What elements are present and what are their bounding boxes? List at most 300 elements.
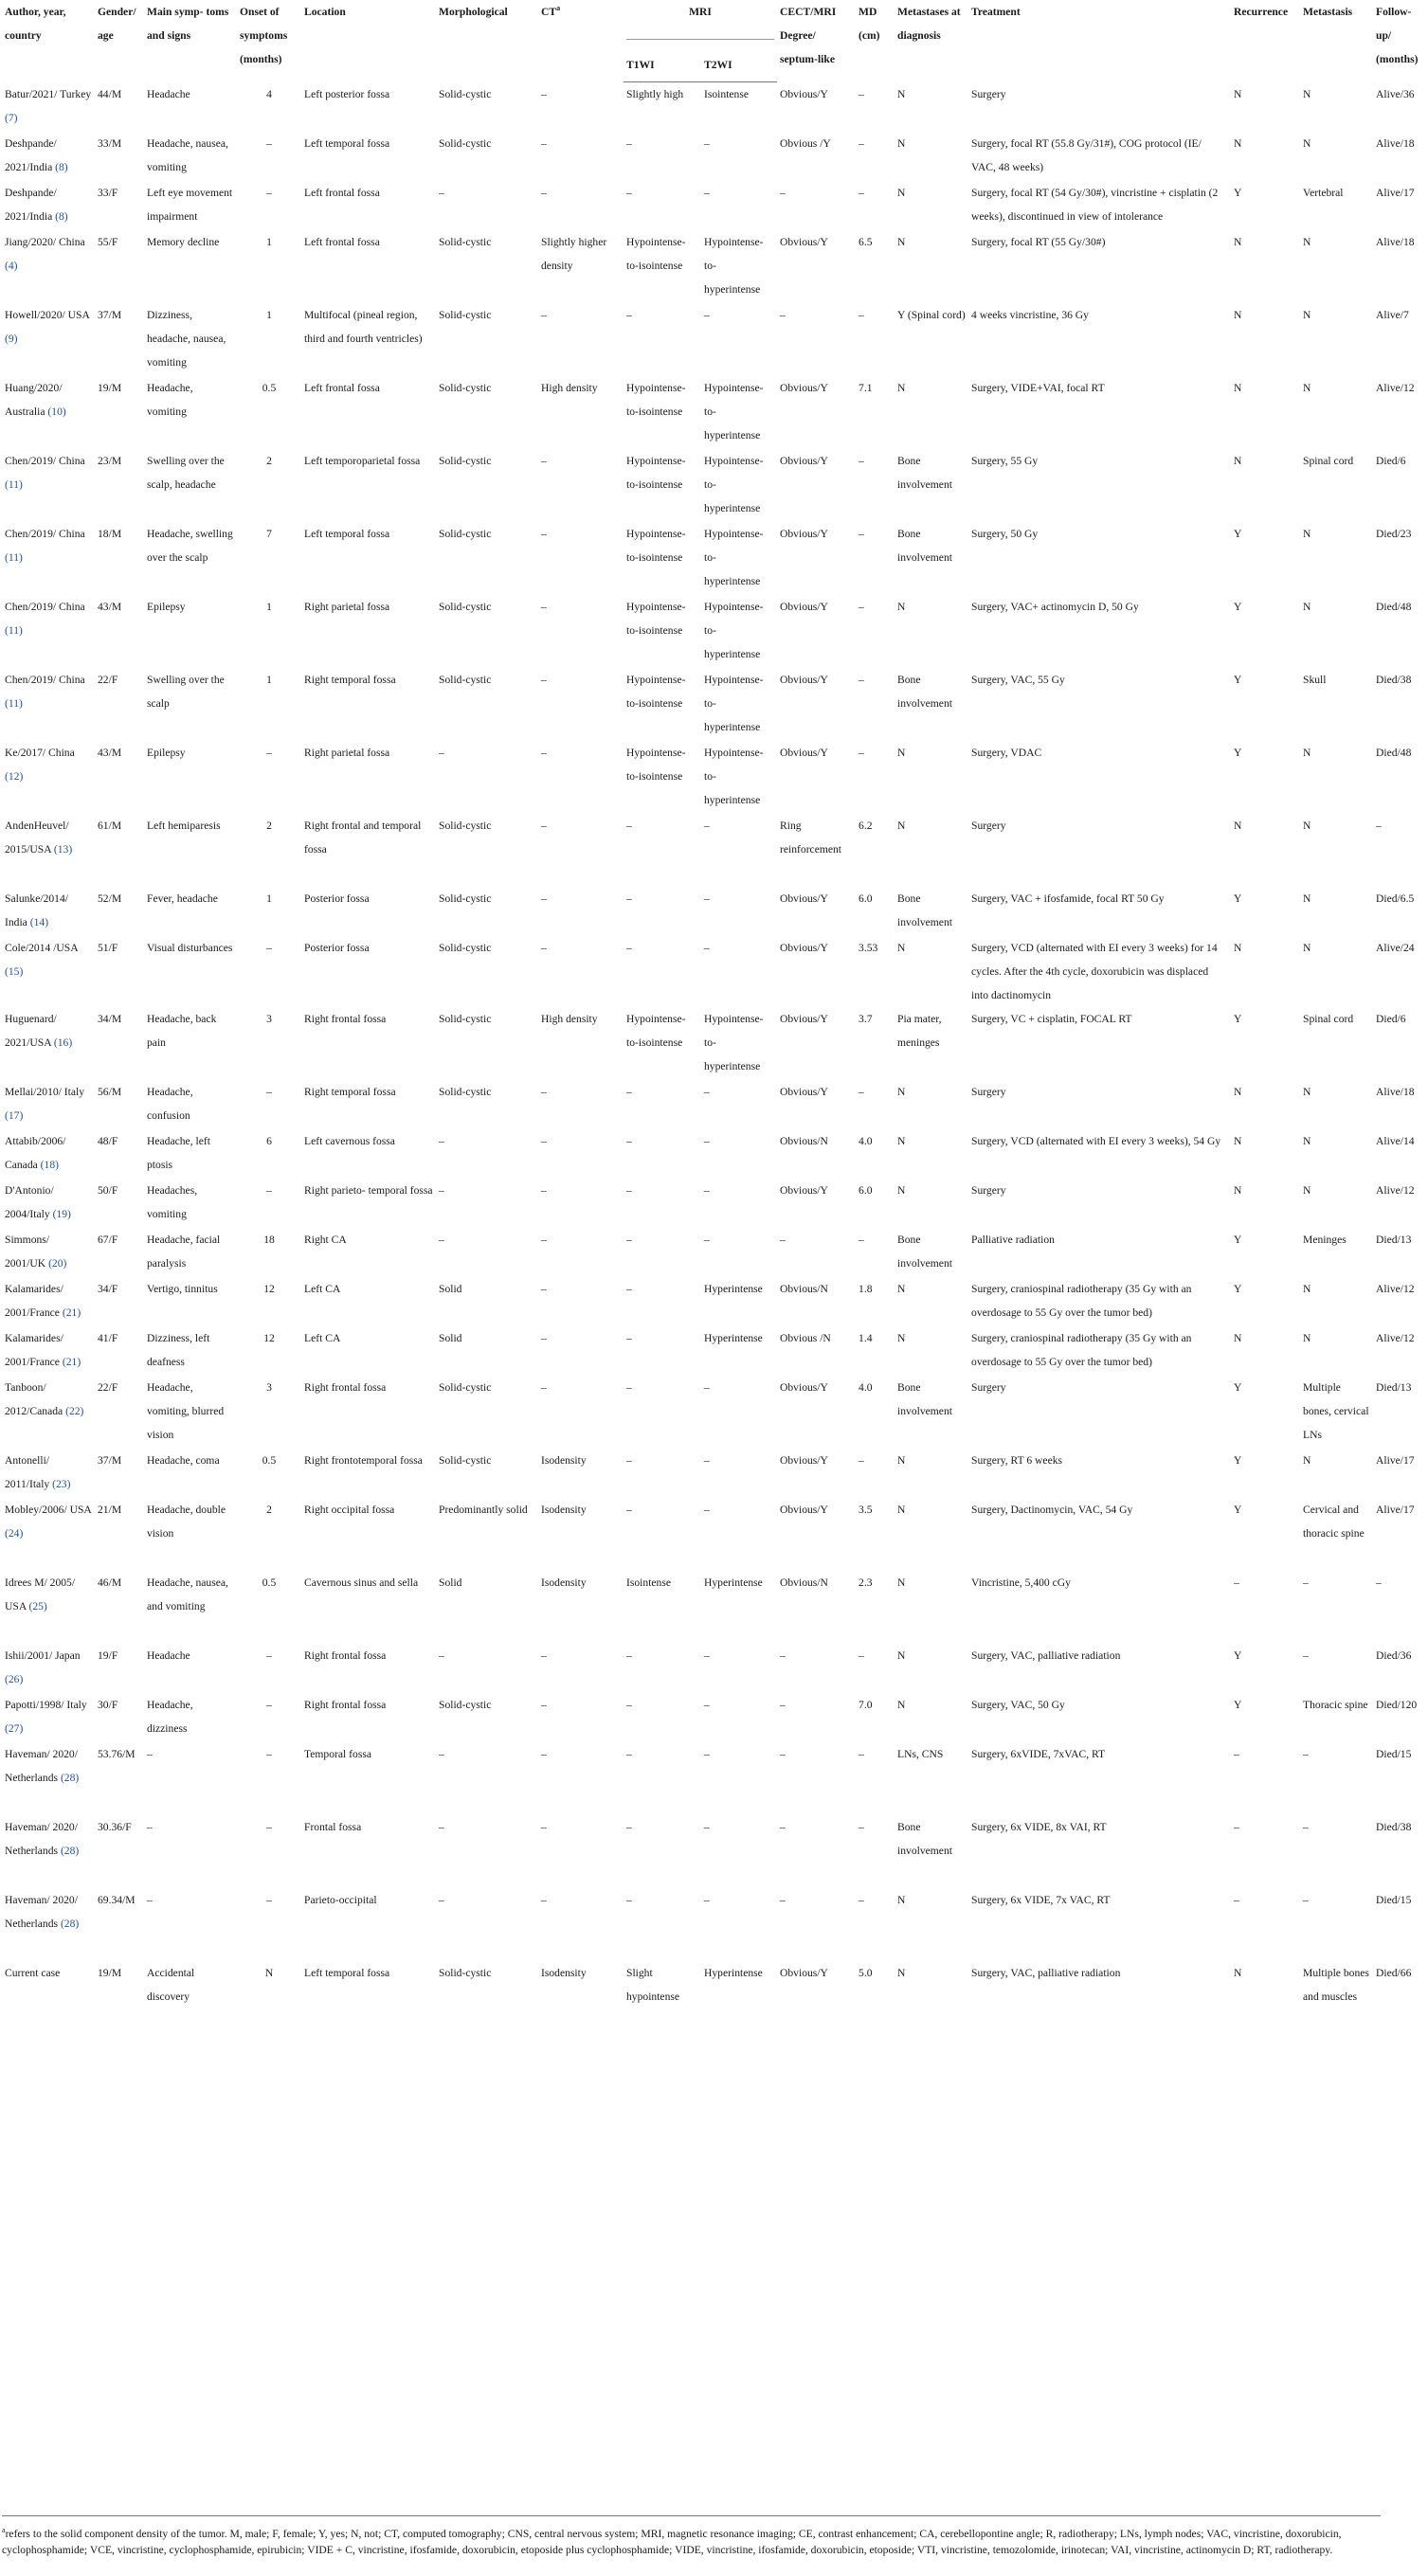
cell-onset: –: [266, 1893, 272, 1906]
cell-gender-age: 46/M: [98, 1576, 122, 1589]
author-text: Howell/2020/ USA: [5, 308, 90, 321]
cell-t1wi: –: [626, 1380, 632, 1394]
cell-morphological: Solid-cystic: [439, 941, 492, 954]
table-row: [2, 595, 1428, 668]
cell-morphological: Solid-cystic: [439, 892, 492, 905]
cell-metastases: N: [897, 87, 906, 100]
author-text: Tanboon/ 2012/Canada: [5, 1380, 63, 1417]
reference-link[interactable]: (19): [52, 1207, 71, 1220]
cell-symptoms: Visual disturbances: [147, 941, 233, 954]
cell-recurrence: –: [1234, 1747, 1239, 1760]
cell-recurrence: Y: [1234, 1233, 1242, 1246]
cell-followup: Died/38: [1376, 673, 1412, 686]
cell-cect: –: [780, 1233, 786, 1246]
cell-recurrence: N: [1234, 235, 1242, 248]
cell-morphological: Solid-cystic: [439, 527, 492, 540]
reference-link[interactable]: (25): [28, 1599, 47, 1612]
author-text: Salunke/2014/ India: [5, 892, 68, 928]
cell-morphological: Solid-cystic: [439, 454, 492, 467]
cell-ct: –: [541, 1183, 547, 1197]
cell-t2wi: –: [704, 1453, 710, 1467]
reference-link[interactable]: (15): [5, 964, 24, 978]
author-text: Chen/2019/ China: [5, 673, 85, 686]
cell-metastasis: Multiple bones, cervical LNs: [1303, 1380, 1369, 1441]
col-t2wi: T2WI: [701, 49, 777, 82]
cell-md: 1.4: [859, 1331, 873, 1344]
cell-ct: High density: [541, 1012, 598, 1025]
table-row: [2, 1326, 1428, 1376]
reference-link[interactable]: (7): [5, 111, 18, 124]
cell-onset: 3: [266, 1012, 272, 1025]
reference-link[interactable]: (10): [47, 405, 66, 418]
col-metastasis: Metastasis: [1303, 6, 1353, 18]
cell-location: Right frontal fossa: [304, 1012, 387, 1025]
cell-cect: Obvious/N: [780, 1282, 828, 1295]
cell-recurrence: Y: [1234, 1380, 1242, 1394]
reference-link[interactable]: (11): [5, 696, 23, 710]
cell-ct: –: [541, 1331, 547, 1344]
table-row: [2, 376, 1428, 449]
ct-label: CT: [541, 6, 557, 18]
reference-link[interactable]: (20): [48, 1256, 67, 1270]
cell-symptoms: –: [147, 1747, 153, 1760]
cell-treatment: Surgery, 6x VIDE, 8x VAI, RT: [971, 1820, 1107, 1833]
table-row: [2, 1815, 1428, 1888]
cell-gender-age: 22/F: [98, 673, 118, 686]
cell-ct: –: [541, 1698, 547, 1711]
cell-gender-age: 33/M: [98, 136, 122, 150]
cell-t1wi: Hypointense- to-isointense: [626, 746, 686, 783]
cell-metastases: Bone involvement: [897, 1820, 952, 1857]
table-row: [2, 82, 1428, 132]
cell-location: Right frontal and temporal fossa: [304, 819, 422, 856]
cell-treatment: Surgery, 6xVIDE, 7xVAC, RT: [971, 1747, 1106, 1760]
cell-metastasis: Thoracic spine: [1303, 1698, 1368, 1711]
cell-metastases: N: [897, 600, 906, 613]
cell-treatment: Surgery, VAC, palliative radiation: [971, 1966, 1121, 1979]
cell-md: –: [859, 186, 864, 199]
table-row: [2, 1228, 1428, 1277]
cell-author: [2, 1693, 95, 1742]
cell-recurrence: Y: [1234, 1282, 1242, 1295]
cell-t2wi: –: [704, 941, 710, 954]
cell-md: –: [859, 673, 864, 686]
cell-gender-age: 22/F: [98, 1380, 118, 1394]
cell-followup: Alive/14: [1376, 1134, 1415, 1147]
cell-t1wi: –: [626, 892, 632, 905]
cell-cect: Obvious/Y: [780, 454, 828, 467]
cell-metastasis: N: [1303, 819, 1311, 832]
reference-link[interactable]: (11): [5, 623, 23, 637]
cell-metastases: Pia mater, meninges: [897, 1012, 942, 1049]
cell-morphological: Solid-cystic: [439, 308, 492, 321]
cell-recurrence: N: [1234, 1134, 1242, 1147]
cell-author: [2, 1277, 95, 1326]
cell-t2wi: –: [704, 1233, 710, 1246]
cell-author: [2, 1571, 95, 1644]
cell-metastasis: N: [1303, 892, 1311, 905]
cell-treatment: Surgery, VDAC: [971, 746, 1042, 759]
cell-cect: Obvious/Y: [780, 1183, 828, 1197]
cell-location: Left frontal fossa: [304, 381, 380, 394]
cell-metastases: Bone involvement: [897, 1380, 952, 1417]
cell-treatment: Surgery, VAC + ifosfamide, focal RT 50 Gy: [971, 892, 1165, 905]
cell-author: [2, 1815, 95, 1888]
cell-onset: 1: [266, 673, 272, 686]
cell-metastases: N: [897, 381, 906, 394]
cell-cect: –: [780, 186, 786, 199]
cell-recurrence: N: [1234, 87, 1242, 100]
cell-metastasis: Skull: [1303, 673, 1327, 686]
cell-author: [2, 1080, 95, 1129]
cell-md: 4.0: [859, 1380, 873, 1394]
cell-recurrence: N: [1234, 941, 1242, 954]
cell-metastases: N: [897, 941, 906, 954]
reference-link[interactable]: (11): [5, 550, 23, 564]
cell-recurrence: –: [1234, 1893, 1239, 1906]
cell-cect: –: [780, 1893, 786, 1906]
cell-morphological: Solid-cystic: [439, 1085, 492, 1098]
cell-t2wi: Hyperintense: [704, 1331, 763, 1344]
cell-recurrence: N: [1234, 1183, 1242, 1197]
reference-link[interactable]: (28): [60, 1844, 80, 1857]
cell-location: Right occipital fossa: [304, 1503, 395, 1516]
reference-link[interactable]: (22): [65, 1404, 84, 1417]
reference-link[interactable]: (24): [5, 1526, 24, 1540]
reference-link[interactable]: (4): [5, 259, 18, 272]
cell-md: 6.0: [859, 892, 873, 905]
cell-t2wi: Hypointense- to- hyperintense: [704, 381, 764, 441]
cell-author: [2, 1007, 95, 1080]
cell-morphological: –: [439, 746, 444, 759]
cell-recurrence: Y: [1234, 186, 1242, 199]
cell-recurrence: N: [1234, 454, 1242, 467]
table-row: [2, 181, 1428, 230]
cell-metastasis: N: [1303, 1282, 1311, 1295]
author-text: Simmons/ 2001/UK: [5, 1233, 50, 1270]
cell-symptoms: Left eye movement impairment: [147, 186, 233, 223]
reference-link[interactable]: (13): [53, 842, 73, 856]
cell-location: Left CA: [304, 1331, 341, 1344]
cell-ct: Isodensity: [541, 1453, 587, 1467]
reference-link[interactable]: (17): [5, 1108, 24, 1122]
cell-treatment: Surgery, focal RT (55 Gy/30#): [971, 235, 1106, 248]
cell-t1wi: Isointense: [626, 1576, 672, 1589]
cell-recurrence: Y: [1234, 1012, 1242, 1025]
cell-t2wi: Hypointense- to- hyperintense: [704, 1012, 764, 1072]
cell-t1wi: –: [626, 1648, 632, 1662]
cell-recurrence: N: [1234, 819, 1242, 832]
cell-author: [2, 82, 95, 132]
cell-cect: Obvious /Y: [780, 136, 831, 150]
cell-ct: –: [541, 136, 547, 150]
cell-ct: –: [541, 1282, 547, 1295]
cell-symptoms: Vertigo, tinnitus: [147, 1282, 218, 1295]
reference-link[interactable]: (26): [5, 1672, 24, 1685]
cell-followup: Alive/17: [1376, 1453, 1415, 1467]
cell-location: Left temporoparietal fossa: [304, 454, 421, 467]
cell-metastases: N: [897, 1966, 906, 1979]
cell-morphological: Solid: [439, 1331, 462, 1344]
cell-t1wi: Hypointense- to-isointense: [626, 600, 686, 637]
cell-ct: –: [541, 527, 547, 540]
cell-metastases: Bone involvement: [897, 454, 952, 491]
reference-link[interactable]: (8): [55, 209, 68, 223]
cell-gender-age: 55/F: [98, 235, 118, 248]
cell-symptoms: Headache, facial paralysis: [147, 1233, 221, 1270]
table-row: [2, 1376, 1428, 1449]
cell-onset: 2: [266, 1503, 272, 1516]
cell-location: Right temporal fossa: [304, 1085, 396, 1098]
cell-author: [2, 936, 95, 1007]
cell-treatment: Surgery, craniospinal radiotherapy (35 Gy with an overdosage to 55 Gy over the tumor bed): [971, 1282, 1192, 1319]
cell-md: –: [859, 1747, 864, 1760]
cell-followup: Alive/24: [1376, 941, 1415, 954]
cell-treatment: 4 weeks vincristine, 36 Gy: [971, 308, 1089, 321]
table-row: [2, 230, 1428, 303]
cell-location: Temporal fossa: [304, 1747, 371, 1760]
table-row: [2, 814, 1428, 887]
cell-t2wi: –: [704, 136, 710, 150]
table-row: [2, 936, 1428, 1007]
cell-author: [2, 1179, 95, 1228]
cell-onset: 2: [266, 454, 272, 467]
cell-metastasis: Multiple bones and muscles: [1303, 1966, 1369, 2003]
cell-t2wi: –: [704, 1085, 710, 1098]
cell-ct: –: [541, 87, 547, 100]
col-md: MD (cm): [859, 6, 880, 42]
cell-metastasis: N: [1303, 235, 1311, 248]
cell-treatment: Surgery, RT 6 weeks: [971, 1453, 1063, 1467]
reference-link[interactable]: (28): [60, 1771, 80, 1784]
cell-metastases: N: [897, 1183, 906, 1197]
cell-symptoms: Headache, vomiting: [147, 381, 193, 418]
cell-ct: –: [541, 1648, 547, 1662]
cell-onset: 6: [266, 1134, 272, 1147]
cell-md: 7.0: [859, 1698, 873, 1711]
cell-symptoms: –: [147, 1820, 153, 1833]
cell-gender-age: 50/F: [98, 1183, 118, 1197]
cell-t2wi: –: [704, 1134, 710, 1147]
cell-followup: Alive/12: [1376, 1183, 1415, 1197]
reference-link[interactable]: (18): [40, 1158, 59, 1171]
cell-metastases: Bone involvement: [897, 673, 952, 710]
cell-treatment: Surgery: [971, 819, 1006, 832]
table-row: [2, 1888, 1428, 1961]
cell-ct: –: [541, 308, 547, 321]
author-text: Deshpande/ 2021/India: [5, 136, 57, 173]
cell-gender-age: 43/M: [98, 600, 122, 613]
cell-followup: Alive/7: [1376, 308, 1409, 321]
cell-symptoms: Headache, coma: [147, 1453, 220, 1467]
cell-location: Right parieto- temporal fossa: [304, 1183, 433, 1197]
cell-metastases: N: [897, 136, 906, 150]
table-row: [2, 1179, 1428, 1228]
cell-metastases: N: [897, 819, 906, 832]
cell-gender-age: 67/F: [98, 1233, 118, 1246]
cell-ct: –: [541, 746, 547, 759]
cell-t1wi: –: [626, 186, 632, 199]
cell-metastasis: N: [1303, 600, 1311, 613]
author-text: Ishii/2001/ Japan: [5, 1648, 81, 1662]
cell-ct: Isodensity: [541, 1576, 587, 1589]
cell-cect: –: [780, 1698, 786, 1711]
cell-treatment: Surgery, VAC, palliative radiation: [971, 1648, 1121, 1662]
cell-md: 3.7: [859, 1012, 873, 1025]
cell-onset: 3: [266, 1380, 272, 1394]
literature-table: [2, 0, 1428, 2034]
cell-onset: –: [266, 1085, 272, 1098]
cell-followup: Alive/18: [1376, 136, 1415, 150]
cell-t1wi: –: [626, 1503, 632, 1516]
cell-onset: –: [266, 1747, 272, 1760]
cell-md: –: [859, 1085, 864, 1098]
cell-morphological: Solid-cystic: [439, 87, 492, 100]
cell-md: –: [859, 527, 864, 540]
table-row: [2, 1277, 1428, 1326]
cell-t2wi: Hypointense- to- hyperintense: [704, 673, 764, 733]
cell-author: [2, 1228, 95, 1277]
cell-morphological: Predominantly solid: [439, 1503, 528, 1516]
cell-location: Right frontal fossa: [304, 1698, 387, 1711]
author-text: Cole/2014 /USA: [5, 941, 78, 954]
reference-link[interactable]: (27): [5, 1721, 24, 1735]
cell-author: [2, 814, 95, 887]
cell-followup: –: [1376, 819, 1382, 832]
reference-link[interactable]: (21): [62, 1355, 81, 1368]
cell-morphological: –: [439, 1183, 444, 1197]
cell-treatment: Surgery: [971, 1183, 1006, 1197]
cell-metastasis: N: [1303, 87, 1311, 100]
cell-t1wi: –: [626, 1820, 632, 1833]
cell-author: [2, 1644, 95, 1693]
cell-t1wi: Hypointense- to-isointense: [626, 454, 686, 491]
cell-t2wi: –: [704, 1747, 710, 1760]
cell-recurrence: N: [1234, 1085, 1242, 1098]
reference-link[interactable]: (9): [5, 332, 18, 345]
reference-link[interactable]: (28): [60, 1917, 80, 1930]
reference-link[interactable]: (23): [52, 1477, 71, 1490]
cell-morphological: Solid-cystic: [439, 1012, 492, 1025]
cell-gender-age: 44/M: [98, 87, 122, 100]
cell-md: 6.5: [859, 235, 873, 248]
cell-location: Cavernous sinus and sella: [304, 1576, 419, 1589]
cell-morphological: Solid: [439, 1576, 462, 1589]
cell-symptoms: Headache, double vision: [147, 1503, 226, 1540]
col-treatment: Treatment: [971, 6, 1021, 18]
cell-gender-age: 34/M: [98, 1012, 122, 1025]
cell-location: Left CA: [304, 1282, 341, 1295]
cell-recurrence: –: [1234, 1820, 1239, 1833]
cell-t2wi: Hyperintense: [704, 1966, 763, 1979]
cell-metastasis: N: [1303, 1134, 1311, 1147]
cell-symptoms: Headache: [147, 87, 190, 100]
cell-metastasis: Meninges: [1303, 1233, 1347, 1246]
cell-followup: Died/38: [1376, 1820, 1412, 1833]
reference-link[interactable]: (12): [5, 769, 24, 783]
mri-label: MRI: [626, 0, 774, 40]
cell-morphological: Solid-cystic: [439, 1698, 492, 1711]
col-gender-age: Gender/ age: [98, 6, 136, 42]
cell-t1wi: –: [626, 1233, 632, 1246]
cell-symptoms: Headache: [147, 1648, 190, 1662]
cell-recurrence: Y: [1234, 746, 1242, 759]
reference-link[interactable]: (16): [53, 1036, 73, 1049]
cell-gender-age: 48/F: [98, 1134, 118, 1147]
cell-metastasis: N: [1303, 136, 1311, 150]
col-symptoms: Main symp- toms and signs: [147, 6, 229, 42]
cell-treatment: Palliative radiation: [971, 1233, 1055, 1246]
cell-treatment: Surgery, VCD (alternated with EI every 3 weeks) for 14 cycles. After the 4th cycle, doxorubicin was displaced into dactinomycin: [971, 941, 1218, 1001]
table-row: [2, 668, 1428, 741]
cell-location: Left cavernous fossa: [304, 1134, 395, 1147]
table-row: [2, 449, 1428, 522]
reference-link[interactable]: (11): [5, 477, 23, 491]
cell-metastases: N: [897, 1085, 906, 1098]
cell-md: –: [859, 1893, 864, 1906]
cell-treatment: Surgery, focal RT (55.8 Gy/31#), COG protocol (IE/ VAC, 48 weeks): [971, 136, 1202, 173]
cell-gender-age: 37/M: [98, 308, 122, 321]
cell-ct: –: [541, 673, 547, 686]
cell-onset: 18: [263, 1233, 275, 1246]
reference-link[interactable]: (8): [55, 160, 68, 173]
cell-cect: Obvious/Y: [780, 941, 828, 954]
cell-onset: –: [266, 1183, 272, 1197]
cell-followup: –: [1376, 1576, 1382, 1589]
cell-ct: –: [541, 1380, 547, 1394]
cell-cect: Obvious /N: [780, 1331, 831, 1344]
cell-t2wi: –: [704, 1380, 710, 1394]
cell-md: 6.2: [859, 819, 873, 832]
cell-metastasis: Vertebral: [1303, 186, 1344, 199]
cell-treatment: Surgery: [971, 1380, 1006, 1394]
cell-md: –: [859, 746, 864, 759]
cell-treatment: Surgery, VCD (alternated with EI every 3 weeks), 54 Gy: [971, 1134, 1221, 1147]
col-recurrence: Recurrence: [1234, 6, 1289, 18]
cell-morphological: –: [439, 186, 444, 199]
cell-followup: Alive/17: [1376, 1503, 1415, 1516]
author-text: Attabib/2006/ Canada: [5, 1134, 66, 1171]
cell-followup: Died/6: [1376, 1012, 1406, 1025]
cell-morphological: –: [439, 1233, 444, 1246]
cell-onset: 4: [266, 87, 272, 100]
cell-morphological: Solid-cystic: [439, 819, 492, 832]
cell-followup: Died/13: [1376, 1233, 1412, 1246]
cell-recurrence: N: [1234, 308, 1242, 321]
cell-gender-age: 30/F: [98, 1698, 118, 1711]
cell-onset: –: [266, 136, 272, 150]
reference-link[interactable]: (14): [29, 915, 49, 928]
cell-gender-age: 30.36/F: [98, 1820, 132, 1833]
cell-symptoms: Fever, headache: [147, 892, 218, 905]
cell-gender-age: 18/M: [98, 527, 122, 540]
cell-metastases: Bone involvement: [897, 1233, 952, 1270]
cell-onset: –: [266, 1648, 272, 1662]
col-metastases: Metastases at diagnosis: [897, 6, 961, 42]
author-text: AndenHeuvel/ 2015/USA: [5, 819, 69, 856]
cell-gender-age: 19/M: [98, 1966, 122, 1979]
cell-cect: Obvious/Y: [780, 1503, 828, 1516]
cell-location: Right CA: [304, 1233, 347, 1246]
cell-morphological: Solid: [439, 1282, 462, 1295]
cell-location: Right frontal fossa: [304, 1380, 387, 1394]
cell-cect: –: [780, 1747, 786, 1760]
cell-md: 6.0: [859, 1183, 873, 1197]
cell-symptoms: Accidental discovery: [147, 1966, 195, 2003]
table-row: [2, 1693, 1428, 1742]
reference-link[interactable]: (21): [62, 1306, 81, 1319]
cell-md: 3.5: [859, 1503, 873, 1516]
